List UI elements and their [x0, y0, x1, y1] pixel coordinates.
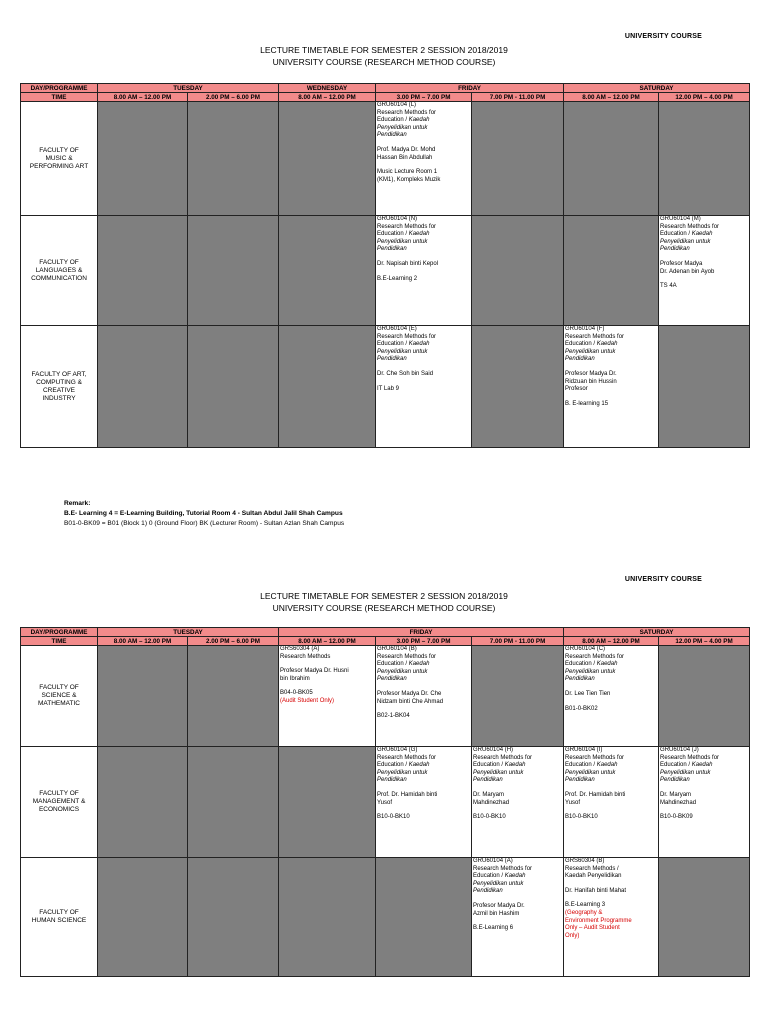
class-slot: GRU60104 (E) Research Methods for Education / Kaedah Penyelidikan untuk Pendidikan Dr. Che Soh bin Said IT Lab 9 [376, 326, 472, 448]
timetable-2 [20, 627, 750, 977]
class-slot: GRU60104 (C) Research Methods for Education / Kaedah Penyelidikan untuk Pendidikan Dr. Lee Tien Tien B01-0-BK02 [564, 646, 659, 747]
time-slot: 8.00 AM – 12.00 PM [98, 637, 188, 646]
wednesday-header: WEDNESDAY [279, 84, 376, 93]
class-slot: GRU60104 (M) Research Methods for Education / Kaedah Penyelidikan untuk Pendidikan Profesor Madya Dr. Adenan bin Ayob TS 4A [659, 216, 750, 326]
time-header-row [21, 93, 750, 102]
remark-line: B01-0-BK09 = B01 (Block 1) 0 (Ground Floor) BK (Lecturer Room) - Sultan Azlan Shah Campus [64, 520, 345, 527]
day-header-row [21, 628, 750, 637]
empty-slot [279, 326, 376, 448]
empty-slot [659, 646, 750, 747]
remark-line: B.E- Learning 4 = E-Learning Building, Tutorial Room 4 - Sultan Abdul Jalil Shah Campus [64, 510, 343, 517]
time-slot: 7.00 PM - 11.00 PM [472, 93, 564, 102]
day-programme-header: DAY/PROGRAMME [21, 84, 98, 93]
empty-slot [98, 326, 188, 448]
time-slot: 12.00 PM – 4.00 PM [659, 93, 750, 102]
empty-slot [472, 102, 564, 216]
remark-block [64, 499, 344, 529]
time-slot: 7.00 PM - 11.00 PM [472, 637, 564, 646]
faculty-label: FACULTY OF LANGUAGES & COMMUNICATION [21, 216, 98, 326]
class-slot: GRU60104 (J) Research Methods for Education / Kaedah Penyelidikan untuk Pendidikan Dr. Maryam Mahdinezhad B10-0-BK09 [659, 747, 750, 858]
empty-slot [472, 646, 564, 747]
timetable-title: LECTURE TIMETABLE FOR SEMESTER 2 SESSION 2018/2019 [260, 591, 508, 601]
faculty-label: FACULTY OF MUSIC & PERFORMING ART [21, 102, 98, 216]
empty-slot [98, 747, 188, 858]
class-slot: GRU60104 (H) Research Methods for Education / Kaedah Penyelidikan untuk Pendidikan Dr. Maryam Mahdinezhad B10-0-BK10 [472, 747, 564, 858]
day-header-row [21, 84, 750, 93]
time-slot: 8.00 AM – 12.00 PM [564, 637, 659, 646]
class-slot: GRU60104 (F) Research Methods for Education / Kaedah Penyelidikan untuk Pendidikan Profesor Madya Dr. Ridzuan bin Hussin Profesor B. E-learning 15 [564, 326, 659, 448]
table-row [21, 102, 750, 216]
empty-slot [659, 326, 750, 448]
day-programme-header: DAY/PROGRAMME [21, 628, 98, 637]
time-slot: 2.00 PM – 6.00 PM [188, 637, 279, 646]
table-row [21, 747, 750, 858]
friday-header: FRIDAY [376, 84, 564, 93]
friday-header: FRIDAY [279, 628, 564, 637]
empty-slot [659, 858, 750, 977]
faculty-label: FACULTY OF MANAGEMENT & ECONOMICS [21, 747, 98, 858]
empty-slot [188, 102, 279, 216]
empty-slot [188, 326, 279, 448]
saturday-header: SATURDAY [564, 628, 750, 637]
table-row [21, 216, 750, 326]
empty-slot [188, 646, 279, 747]
table-row [21, 858, 750, 977]
empty-slot [279, 747, 376, 858]
remark-label: Remark: [64, 500, 91, 507]
university-course-tag: UNIVERSITY COURSE [624, 33, 702, 40]
empty-slot [472, 216, 564, 326]
time-slot: 8.00 AM – 12.00 PM [279, 637, 376, 646]
empty-slot [188, 216, 279, 326]
time-slot: 12.00 PM – 4.00 PM [659, 637, 750, 646]
timetable-subtitle: UNIVERSITY COURSE (RESEARCH METHOD COURSE) [272, 603, 496, 613]
table-row [21, 326, 750, 448]
time-header: TIME [21, 93, 98, 102]
timetable-title: LECTURE TIMETABLE FOR SEMESTER 2 SESSION 2018/2019 [260, 45, 508, 55]
faculty-label: FACULTY OF HUMAN SCIENCE [21, 858, 98, 977]
empty-slot [98, 216, 188, 326]
empty-slot [279, 858, 376, 977]
time-slot: 3.00 PM – 7.00 PM [376, 93, 472, 102]
time-header-row [21, 637, 750, 646]
empty-slot [279, 102, 376, 216]
time-slot: 8.00 AM – 12.00 PM [564, 93, 659, 102]
empty-slot [472, 326, 564, 448]
class-slot: GRU60104 (B) Research Methods for Education / Kaedah Penyelidikan untuk Pendidikan Profesor Madya Dr. Che Nidzam binti Che Ahmad B02-1-BK04 [376, 646, 472, 747]
faculty-label: FACULTY OF ART, COMPUTING & CREATIVE INDUSTRY [21, 326, 98, 448]
table-row [21, 646, 750, 747]
timetable-1 [20, 83, 750, 448]
tuesday-header: TUESDAY [98, 84, 279, 93]
class-slot: GRU60104 (N) Research Methods for Education / Kaedah Penyelidikan untuk Pendidikan Dr. Napisah binti Kepol B.E-Learning 2 [376, 216, 472, 326]
empty-slot [564, 216, 659, 326]
class-slot: GRS60304 (A) Research Methods Profesor Madya Dr. Husni bin Ibrahim B04-0-BK05 (Audit Student Only) [279, 646, 376, 747]
empty-slot [98, 102, 188, 216]
empty-slot [188, 858, 279, 977]
class-slot: GRS60304 (B) Research Methods / Kaedah Penyelidikan Dr. Hanifah binti Mahat B.E-Learning 3 (Geography & Environment Programme Only – Audit Student Only) [564, 858, 659, 977]
empty-slot [98, 858, 188, 977]
empty-slot [188, 747, 279, 858]
class-slot: GRU60104 (L) Research Methods for Education / Kaedah Penyelidikan untuk Pendidikan Prof. Madya Dr. Mohd Hassan Bin Abdullah Music Lecture Room 1 (KM1), Kompleks Muzik [376, 102, 472, 216]
timetable-subtitle: UNIVERSITY COURSE (RESEARCH METHOD COURSE) [272, 57, 496, 67]
empty-slot [564, 102, 659, 216]
class-slot: GRU60104 (G) Research Methods for Education / Kaedah Penyelidikan untuk Pendidikan Prof. Dr. Hamidah binti Yusof B10-0-BK10 [376, 747, 472, 858]
empty-slot [376, 858, 472, 977]
empty-slot [659, 102, 750, 216]
time-slot: 3.00 PM – 7.00 PM [376, 637, 472, 646]
university-course-tag: UNIVERSITY COURSE [624, 576, 702, 583]
class-slot: GRU60104 (I) Research Methods for Education / Kaedah Penyelidikan untuk Pendidikan Prof. Dr. Hamidah binti Yusof B10-0-BK10 [564, 747, 659, 858]
time-slot: 2.00 PM – 6.00 PM [188, 93, 279, 102]
empty-slot [279, 216, 376, 326]
tuesday-header: TUESDAY [98, 628, 279, 637]
empty-slot [98, 646, 188, 747]
class-slot: GRU60104 (A) Research Methods for Education / Kaedah Penyelidikan untuk Pendidikan Profesor Madya Dr. Azmil bin Hashim B.E-Learning 6 [472, 858, 564, 977]
saturday-header: SATURDAY [564, 84, 750, 93]
faculty-label: FACULTY OF SCIENCE & MATHEMATIC [21, 646, 98, 747]
time-header: TIME [21, 637, 98, 646]
time-slot: 8.00 AM – 12.00 PM [98, 93, 188, 102]
time-slot: 8.00 AM – 12.00 PM [279, 93, 376, 102]
